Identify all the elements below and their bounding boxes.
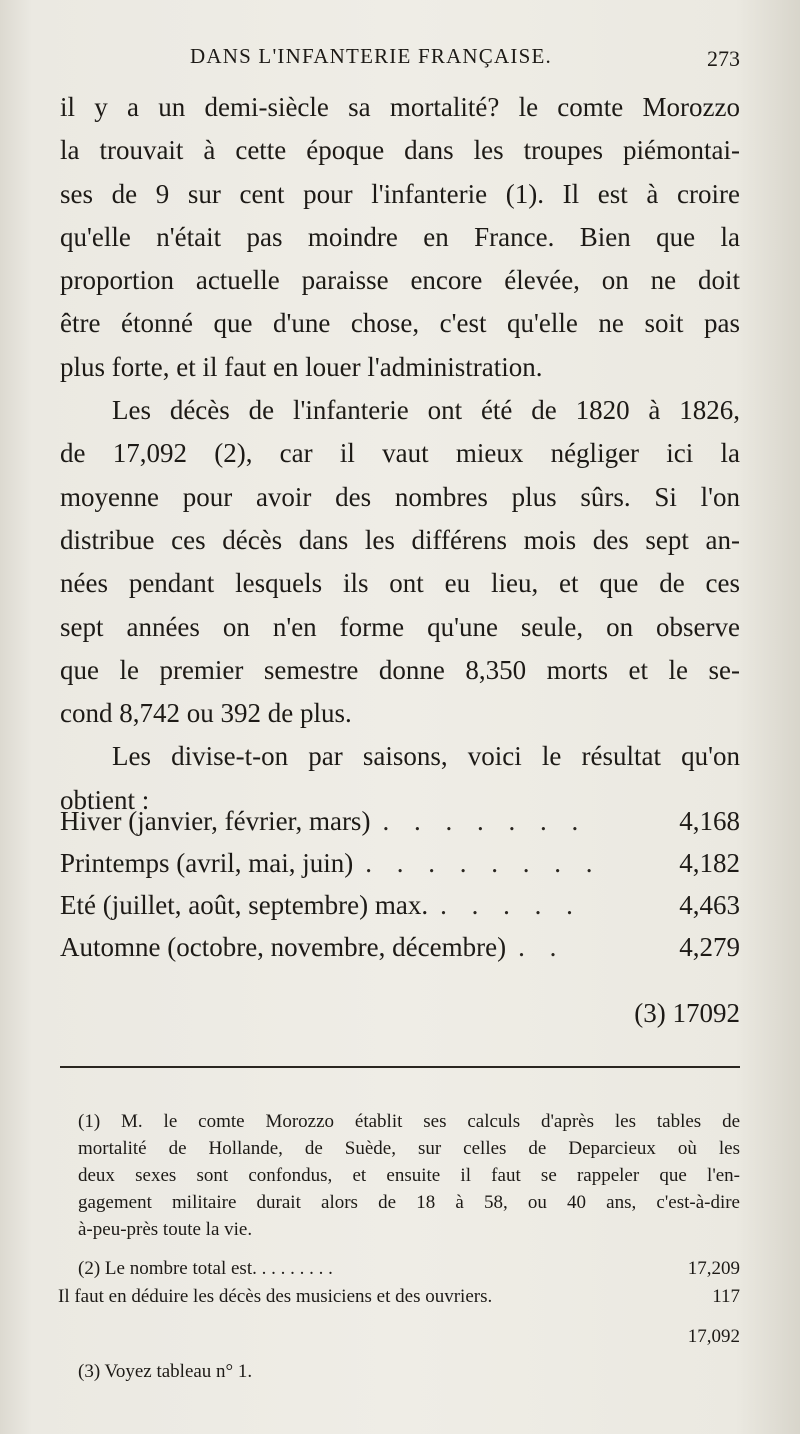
body-line: qu'elle n'était pas moindre en France. Bien que la bbox=[60, 221, 740, 252]
page-header bbox=[60, 40, 740, 80]
body-line: plus forte, et il faut en louer l'administration. bbox=[60, 351, 543, 382]
season-value: 4,463 bbox=[679, 890, 740, 920]
dot-leader: . . . . . . . . bbox=[365, 848, 602, 878]
body-line: il y a un demi-siècle sa mortalité? le comte Morozzo bbox=[60, 92, 740, 122]
footnote-line: (1) M. le comte Morozzo établit ses calculs d'après les tables de bbox=[78, 1111, 740, 1132]
dot-leader: . . . . . bbox=[440, 890, 582, 920]
body-line: sept années on n'en forme qu'une seule, on observe bbox=[60, 611, 740, 642]
season-row-spring bbox=[60, 848, 740, 890]
season-value: 4,182 bbox=[679, 848, 740, 878]
body-line: distribue ces décès dans les différens mois des sept an- bbox=[60, 524, 740, 555]
footnote-2-value: 17,209 bbox=[687, 1258, 740, 1279]
season-total: (3) 17092 bbox=[634, 998, 740, 1028]
footnote-2-label: (2) Le nombre total est. . . . . . . . . bbox=[78, 1258, 333, 1279]
season-value: 4,168 bbox=[679, 806, 740, 836]
season-label: Automne (octobre, novembre, décembre) bbox=[60, 932, 507, 962]
season-label: Printemps (avril, mai, juin) bbox=[60, 848, 354, 878]
body-line: Les divise-t-on par saisons, voici le résultat qu'on bbox=[112, 741, 740, 772]
footnote-2-deduction bbox=[58, 1283, 740, 1311]
page-number: 273 bbox=[707, 46, 740, 71]
season-label: Eté (juillet, août, septembre) max. bbox=[60, 890, 429, 920]
footnote-line: gagement militaire durait alors de 18 à 58, ou 40 ans, c'est-à-dire bbox=[78, 1192, 740, 1213]
season-row-winter bbox=[60, 806, 740, 848]
footnote-line: à-peu-près toute la vie. bbox=[78, 1219, 253, 1240]
season-row-autumn bbox=[60, 932, 740, 974]
body-line: Les décès de l'infanterie ont été de 1820 à 1826, bbox=[112, 395, 740, 426]
season-row-summer bbox=[60, 890, 740, 932]
footnote-2-total bbox=[78, 1255, 740, 1283]
footnote-2-result bbox=[78, 1323, 740, 1351]
footnote-3 bbox=[78, 1358, 740, 1386]
body-line: obtient : bbox=[60, 784, 150, 815]
footnote-3-text: (3) Voyez tableau n° 1. bbox=[78, 1361, 253, 1382]
body-line: cond 8,742 ou 392 de plus. bbox=[60, 698, 352, 729]
body-line: proportion actuelle paraisse encore élevée, on ne doit bbox=[60, 265, 740, 296]
body-line: que le premier semestre donne 8,350 morts et le se- bbox=[60, 654, 740, 685]
body-line: moyenne pour avoir des nombres plus sûrs. Si l'on bbox=[60, 481, 740, 512]
footnote-2b-value: 117 bbox=[712, 1286, 740, 1307]
footnote-2-result-value: 17,092 bbox=[687, 1326, 740, 1347]
body-text bbox=[60, 86, 740, 822]
body-line: être étonné que d'une chose, c'est qu'elle ne soit pas bbox=[60, 308, 740, 339]
dot-leader: . . . . . . . bbox=[382, 806, 588, 836]
footnote-line: deux sexes sont confondus, et ensuite il faut se rappeler que l'en- bbox=[78, 1165, 740, 1186]
footnote-rule bbox=[60, 1066, 740, 1068]
footnote-2b-label: Il faut en déduire les décès des musiciens et des ouvriers. bbox=[58, 1286, 493, 1307]
body-line: la trouvait à cette époque dans les troupes piémontai- bbox=[60, 135, 740, 166]
dot-leader: . . bbox=[518, 932, 566, 962]
season-value: 4,279 bbox=[679, 932, 740, 962]
running-head: DANS L'INFANTERIE FRANÇAISE. bbox=[190, 44, 552, 68]
footnote-line: mortalité de Hollande, de Suède, sur celles de Deparcieux où les bbox=[78, 1138, 740, 1159]
body-line: ses de 9 sur cent pour l'infanterie (1). Il est à croire bbox=[60, 178, 740, 209]
season-label: Hiver (janvier, février, mars) bbox=[60, 806, 371, 836]
footnote-1 bbox=[78, 1108, 740, 1243]
body-line: de 17,092 (2), car il vaut mieux négliger ici la bbox=[60, 438, 740, 469]
body-line: nées pendant lesquels ils ont eu lieu, et que de ces bbox=[60, 568, 740, 599]
season-table bbox=[60, 806, 740, 974]
